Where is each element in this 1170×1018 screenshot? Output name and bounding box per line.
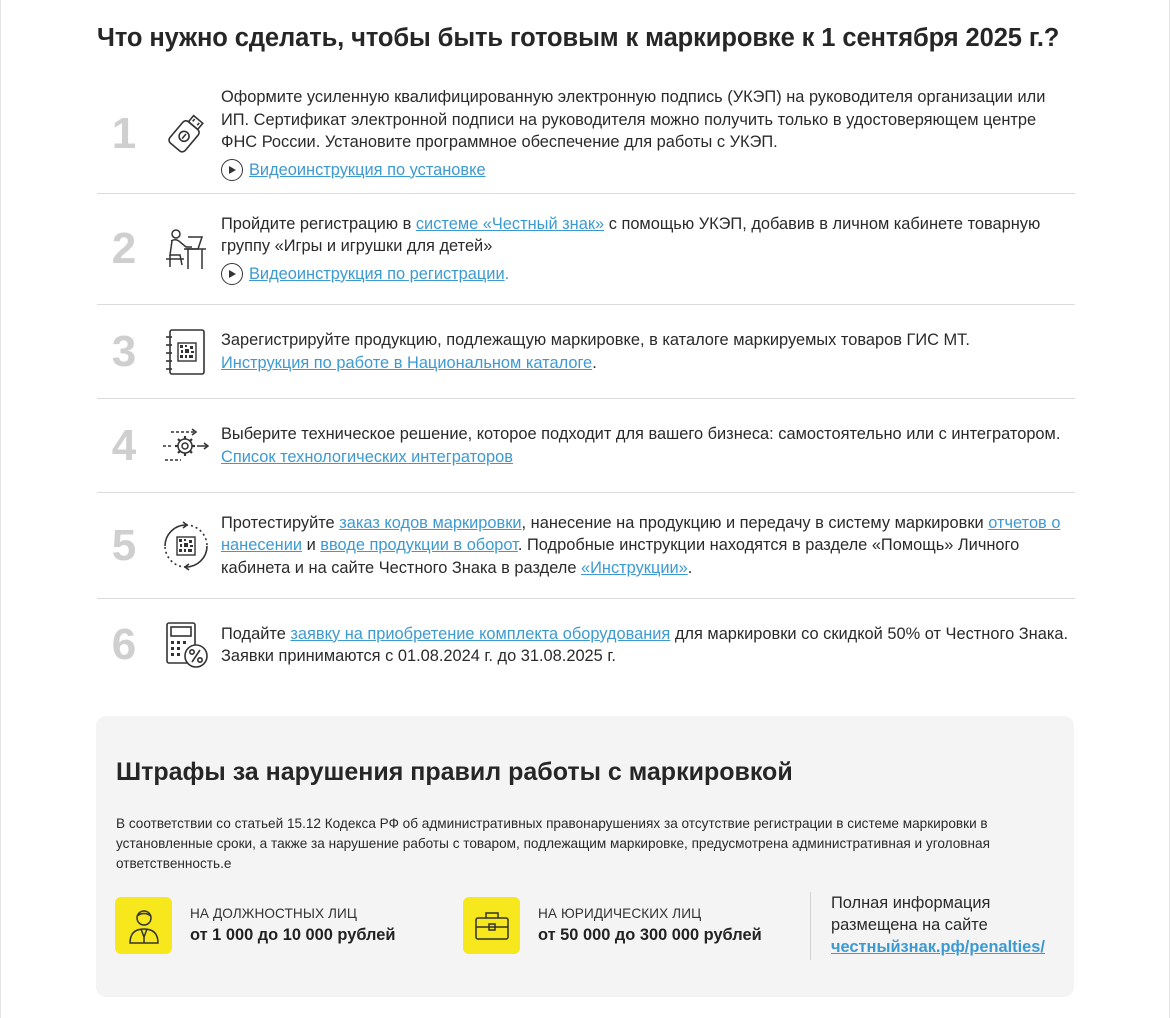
official-person-icon xyxy=(115,897,172,954)
play-icon[interactable] xyxy=(221,159,243,181)
penalties-intro: В соответствии со статьей 15.12 Кодекса РФ об административных правонарушениях за отсутствие регистрации в системе маркировки в установленные сроки, а также за нарушение работы с товаром, подлежащим маркировке, предусмотрена административная и уголовная ответственность.е xyxy=(116,816,990,871)
penalties-panel xyxy=(96,716,1074,997)
penalties-site-link[interactable]: честныйзнак.рф/penalties/ xyxy=(831,938,1045,956)
gear-arrows-icon xyxy=(151,426,221,466)
step-3 xyxy=(97,305,1075,399)
fine-amount: от 50 000 до 300 000 рублей xyxy=(538,926,762,944)
person-at-computer-icon xyxy=(151,225,221,273)
period: . xyxy=(504,264,510,283)
step-text: , нанесение на продукцию и передачу в систему маркировки xyxy=(521,513,989,532)
step-5 xyxy=(97,493,1075,599)
instructions-link[interactable]: «Инструкции» xyxy=(581,558,688,577)
steps-list xyxy=(97,74,1075,691)
period: . xyxy=(592,353,597,372)
circulation-link[interactable]: вводе продукции в оборот xyxy=(320,536,518,555)
step-4 xyxy=(97,399,1075,493)
integrators-list-link[interactable]: Список технологических интеграторов xyxy=(221,447,513,466)
video-registration-link[interactable]: Видеоинструкция по регистрации xyxy=(249,264,505,283)
penalties-title: Штрафы за нарушения правил работы с маркировкой xyxy=(116,758,793,786)
step-number: 3 xyxy=(111,326,137,376)
step-text: Зарегистрируйте продукцию, подлежащую маркировке, в каталоге маркируемых товаров ГИС МТ. xyxy=(221,331,970,349)
step-number: 1 xyxy=(111,108,137,158)
fine-category: НА ДОЛЖНОСТНЫХ ЛИЦ xyxy=(190,906,358,921)
step-text: Протестируйте xyxy=(221,513,340,532)
page-title: Что нужно сделать, чтобы быть готовым к маркировке к 1 сентября 2025 г.? xyxy=(97,24,1060,52)
officials-fine xyxy=(115,897,395,954)
step-text: . Подробные инструкции находятся в разделе «Помощь» Личного кабинета и на сайте Честного Знака в разделе xyxy=(221,536,1020,577)
national-catalog-link[interactable]: Инструкция по работе в Национальном каталоге xyxy=(221,353,593,372)
catalog-datamatrix-icon xyxy=(151,327,221,377)
order-codes-link[interactable]: заказ кодов маркировки xyxy=(339,513,522,532)
step-1 xyxy=(97,74,1075,194)
step-number: 5 xyxy=(111,520,137,570)
step-text: . xyxy=(687,558,693,577)
legal-entities-fine xyxy=(463,897,762,954)
penalties-info xyxy=(810,892,1045,960)
step-2 xyxy=(97,194,1075,305)
fine-category: НА ЮРИДИЧЕСКИХ ЛИЦ xyxy=(538,906,702,921)
step-text: с помощью УКЭП, добавив в личном кабинете товарную группу «Игры и игрушки для детей» xyxy=(221,214,1041,256)
step-text: и xyxy=(302,536,321,555)
chestny-znak-system-link[interactable]: системе «Честный знак» xyxy=(415,214,605,233)
fine-amount: от 1 000 до 10 000 рублей xyxy=(190,926,396,944)
datamatrix-cycle-icon xyxy=(151,521,221,571)
step-number: 4 xyxy=(111,420,137,470)
step-text: Подайте xyxy=(221,624,291,643)
step-text: Оформите усиленную квалифицированную электронную подпись (УКЭП) на руководителя организации или ИП. Сертификат электронной подписи на руководителя можно получить только в удостоверяющем центре ФНС России. Установите программное обеспечение для работы с УКЭП. xyxy=(221,88,1046,151)
info-text: Полная информация размещена на сайте xyxy=(831,894,991,934)
equipment-application-link[interactable]: заявку на приобретение комплекта оборудования xyxy=(290,624,671,643)
calculator-percent-icon xyxy=(151,620,221,670)
video-install-link[interactable]: Видеоинструкция по установке xyxy=(249,160,486,179)
briefcase-icon xyxy=(463,897,520,954)
step-6 xyxy=(97,599,1075,691)
play-icon[interactable] xyxy=(221,263,243,285)
step-number: 2 xyxy=(111,224,137,273)
step-number: 6 xyxy=(111,620,137,669)
step-text: для маркировки со скидкой 50% от Честного Знака. Заявки принимаются с 01.08.2024 г. до 31.08.2025 г. xyxy=(221,624,1069,665)
step-text: Выберите техническое решение, которое подходит для вашего бизнеса: самостоятельно или с интегратором. xyxy=(221,425,1061,443)
step-text: Пройдите регистрацию в xyxy=(221,214,416,233)
usb-token-icon xyxy=(151,109,221,159)
application-reports-link[interactable]: отчетов о нанесении xyxy=(221,513,1061,555)
